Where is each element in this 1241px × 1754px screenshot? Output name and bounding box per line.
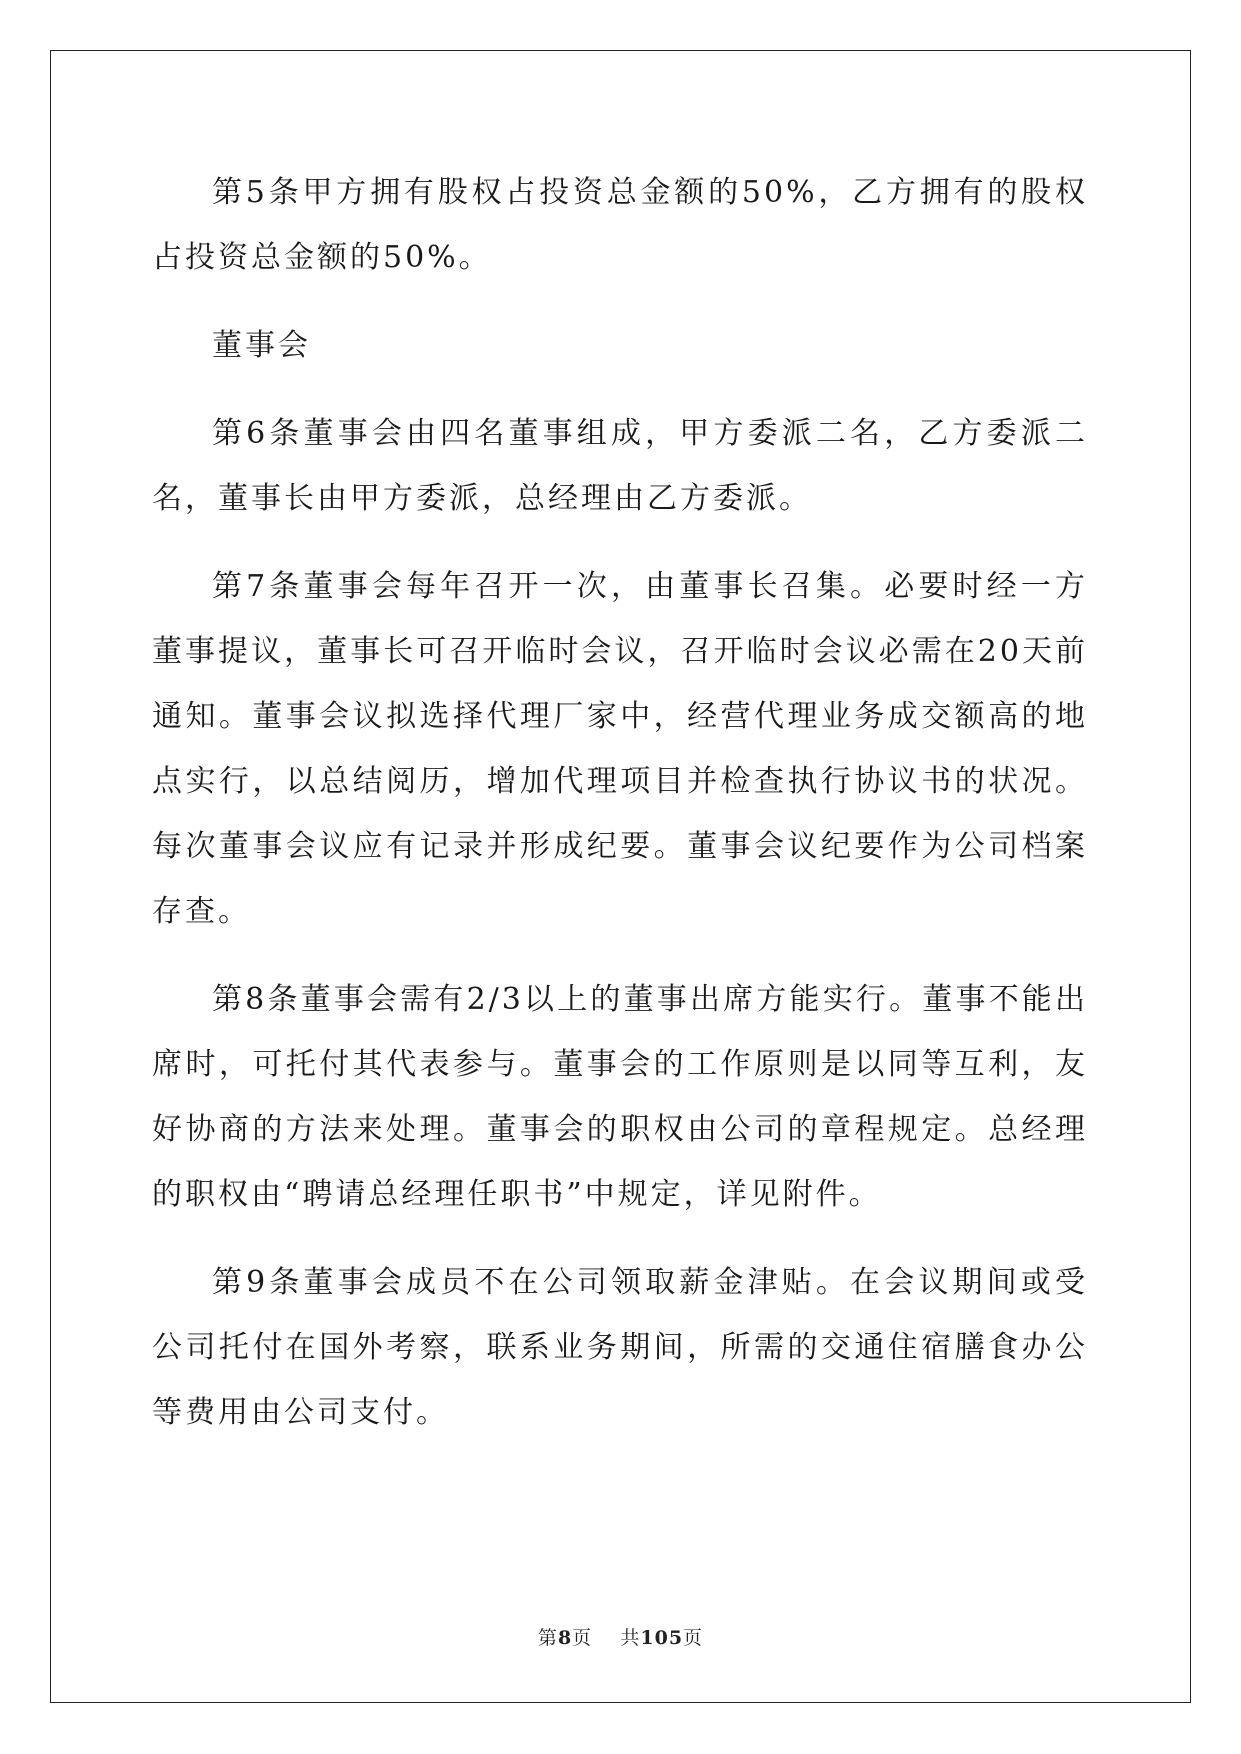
section-heading-board: 董事会 xyxy=(212,328,311,363)
article-6-paragraph: 第6条董事会由四名董事组成，甲方委派二名，乙方委派二名，董事长由甲方委派，总经理由乙方委派。 xyxy=(152,416,1088,516)
article-8-paragraph: 第8条董事会需有2/3以上的董事出席方能实行。董事不能出席时，可托付其代表参与。董事会的工作原则是以同等互利，友好协商的方法来处理。董事会的职权由公司的章程规定。总经理的职权由“聘请总经理任职书”中规定，详见附件。 xyxy=(152,982,1088,1212)
page-footer xyxy=(0,1623,1241,1650)
footer-gap xyxy=(592,1627,620,1649)
page-suffix: 页 xyxy=(572,1627,593,1649)
article-5-paragraph: 第5条甲方拥有股权占投资总金额的50%，乙方拥有的股权占投资总金额的50%。 xyxy=(152,175,1088,275)
document-body xyxy=(152,160,1088,1468)
total-suffix: 页 xyxy=(683,1627,704,1649)
article-7-paragraph: 第7条董事会每年召开一次，由董事长召集。必要时经一方董事提议，董事长可召开临时会议，召开临时会议必需在20天前通知。董事会议拟选择代理厂家中，经营代理业务成交额高的地点实行，以总结阅历，增加代理项目并检查执行协议书的状况。每次董事会议应有记录并形成纪要。董事会议纪要作为公司档案存查。 xyxy=(152,569,1088,929)
total-prefix: 共 xyxy=(620,1627,641,1649)
page-prefix: 第 xyxy=(537,1627,558,1649)
page-total: 105 xyxy=(640,1627,684,1649)
page-current: 8 xyxy=(557,1627,573,1649)
article-9-paragraph: 第9条董事会成员不在公司领取薪金津贴。在会议期间或受公司托付在国外考察，联系业务期间，所需的交通住宿膳食办公等费用由公司支付。 xyxy=(152,1265,1088,1430)
